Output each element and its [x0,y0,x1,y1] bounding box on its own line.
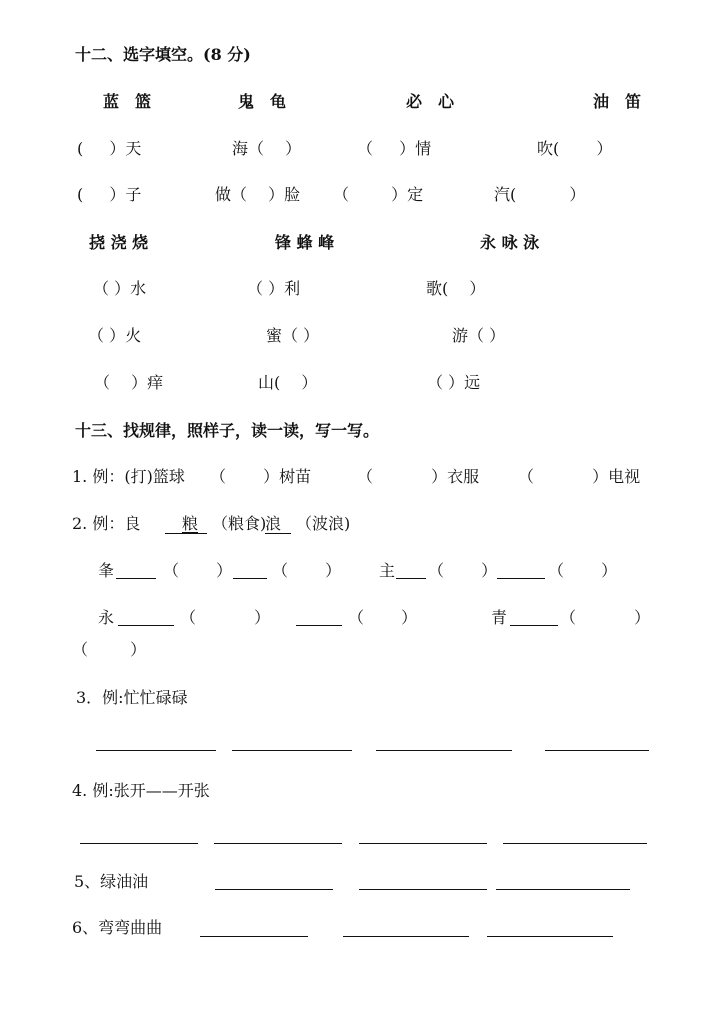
example-underline-2 [265,533,291,534]
answer-line[interactable] [503,843,647,844]
blank-dianshi[interactable]: （ ）电视 [518,467,641,486]
answer-line[interactable] [200,936,308,937]
fill-line[interactable] [233,578,267,579]
q12-head-nao: 挠 浇 烧 [89,233,149,252]
example-meaning-bolang: （波浪) [296,514,351,533]
blank-chui[interactable]: 吹( ） [537,139,613,158]
q13-item2-example: 2. 例：良 [72,514,141,533]
q13-item3-example: 3．例:忙忙碌碌 [76,688,188,707]
blank-tian[interactable]: ( ）天 [77,139,142,158]
fill-line[interactable] [296,625,342,626]
q12-head-yong: 永 咏 泳 [480,233,540,252]
blank-lian[interactable]: 做（ ）脸 [215,185,301,204]
q13-item1-example: 1. 例：(打)篮球 [72,467,185,486]
blank-huo[interactable]: （ ）火 [88,326,142,345]
answer-line[interactable] [215,889,333,890]
blank-hai[interactable]: 海（ ） [232,139,302,158]
q13-item4-example: 4. 例:张开——开张 [72,781,210,800]
blank-qing[interactable]: （ ）情 [357,139,432,158]
q12-head-gui: 鬼 龟 [238,92,287,111]
answer-line[interactable] [376,750,512,751]
blank-ding[interactable]: （ ）定 [333,185,424,204]
answer-line[interactable] [80,843,198,844]
answer-line[interactable] [487,936,613,937]
blank-paren[interactable]: （ ） [180,608,271,627]
blank-zi[interactable]: ( ）子 [77,185,142,204]
answer-line[interactable] [232,750,352,751]
answer-line[interactable] [96,750,216,751]
char-zhu: 主 [379,561,396,580]
char-qing: 青 [491,608,508,627]
blank-paren[interactable]: （ ） [348,608,418,627]
blank-mi[interactable]: 蜜（ ） [266,326,320,345]
blank-shan[interactable]: 山( ） [258,373,318,392]
blank-paren[interactable]: （ ） [272,561,342,580]
blank-paren[interactable]: （ ） [560,608,651,627]
char-yong: 永 [98,608,115,627]
fill-line[interactable] [118,625,174,626]
blank-paren[interactable]: （ ） [548,561,618,580]
blank-shumiao[interactable]: （ ）树苗 [210,467,312,486]
blank-you[interactable]: 游（ ） [452,326,506,345]
q12-title: 十二、选字填空。(8 分) [75,45,251,64]
fill-line[interactable] [510,625,558,626]
fill-line[interactable] [116,578,156,579]
blank-li[interactable]: （ ）利 [247,279,301,298]
blank-paren-wrap[interactable]: （ ） [72,640,147,659]
q13-title: 十三、找规律，照样子，读一读，写一写。 [75,421,380,440]
blank-shui[interactable]: （ ）水 [93,279,147,298]
q13-item6-label: 6、弯弯曲曲 [72,918,163,937]
answer-line[interactable] [545,750,649,751]
blank-yang[interactable]: （ ）痒 [94,373,164,392]
q13-item5-label: 5、绿油油 [74,872,149,891]
q12-head-feng: 锋 蜂 峰 [275,233,335,252]
fill-line[interactable] [497,578,545,579]
answer-line[interactable] [496,889,630,890]
fill-line[interactable] [396,578,426,579]
q12-head-you: 油 笛 [593,92,642,111]
example-word-liang: 粮 [182,514,199,533]
blank-yuan[interactable]: （ ）远 [427,373,481,392]
example-meaning-liangshi: （粮食) [212,514,267,533]
blank-paren[interactable]: （ ） [428,561,498,580]
answer-line[interactable] [343,936,469,937]
char-feng: 夆 [98,561,115,580]
answer-line[interactable] [359,889,487,890]
blank-yifu[interactable]: （ ）衣服 [357,467,480,486]
q12-head-bi: 必 心 [406,92,455,111]
example-word-lang: 浪 [265,514,282,533]
example-underline-1 [165,533,207,534]
blank-paren[interactable]: （ ） [163,561,233,580]
answer-line[interactable] [359,843,487,844]
q12-head-lan: 蓝 篮 [103,92,152,111]
answer-line[interactable] [214,843,342,844]
blank-qi[interactable]: 汽( ） [494,185,586,204]
blank-ge[interactable]: 歌( ） [426,279,486,298]
